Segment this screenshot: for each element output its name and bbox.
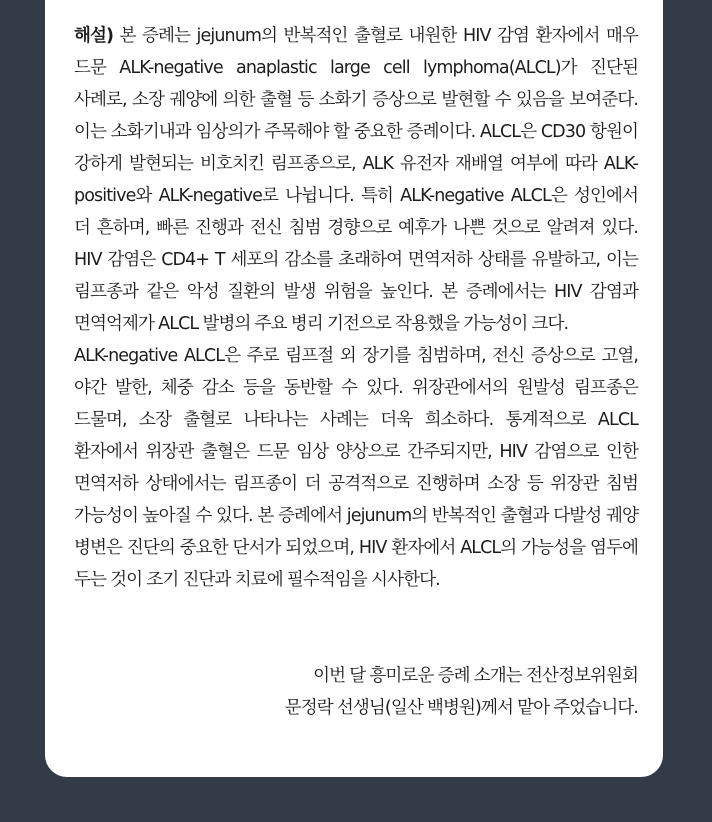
closing-note [138,660,638,724]
commentary-paragraph-2: ALK-negative ALCL은 주로 림프절 외 장기를 침범하며, 전신 증상으로 고열, 야간 발한, 체중 감소 등을 동반할 수 있다. 위장관에서의 원발성 림프종은 드물며, 소장 출혈로 나타나는 사례는 더욱 희소하다. 통계적으로 ALCL 환자에서 위장관 출혈은 드문 임상 양상으로 간주되지만, HIV 감염으로 인한 면역저하 상태에서는 림프종이 더 공격적으로 진행하며 소장 등 위장관 침범 가능성이 높아질 수 있다. 본 증례에서 jejunum의 반복적인 출혈과 다발성 궤양 병변은 진단의 중요한 단서가 되었으며, HIV 환자에서 ALCL의 가능성을 염두에 두는 것이 조기 진단과 치료에 필수적임을 시사한다. [74,346,638,590]
commentary-label: 해설) [74,26,114,46]
closing-line-1: 이번 달 흥미로운 증례 소개는 전산정보위원회 [313,666,638,686]
closing-line-2: 문정락 선생님(일산 백병원)께서 맡아 주었습니다. [284,698,638,718]
commentary-paragraph-1 [74,20,638,340]
commentary-body [74,20,638,596]
commentary-paragraph-1-text: 본 증례는 jejunum의 반복적인 출혈로 내원한 HIV 감염 환자에서 매우 드문 ALK-negative anaplastic large cell lymphoma(ALCL)가 진단된 사례로, 소장 궤양에 의한 출혈 등 소화기 증상으로 발현할 수 있음을 보여준다. 이는 소화기내과 임상의가 주목해야 할 중요한 증례이다. ALCL은 CD30 항원이 강하게 발현되는 비호치킨 림프종으로, ALK 유전자 재배열 여부에 따라 ALK-positive와 ALK-negative로 나뉩니다. 특히 ALK-negative ALCL은 성인에서 더 흔하며, 빠른 진행과 전신 침범 경향으로 예후가 나쁜 것으로 알려져 있다. HIV 감염은 CD4+ T 세포의 감소를 초래하여 면역저하 상태를 유발하고, 이는 림프종과 같은 악성 질환의 발생 위험을 높인다. 본 증례에서는 HIV 감염과 면역억제가 ALCL 발병의 주요 병리 기전으로 작용했을 가능성이 크다. [74,26,638,334]
